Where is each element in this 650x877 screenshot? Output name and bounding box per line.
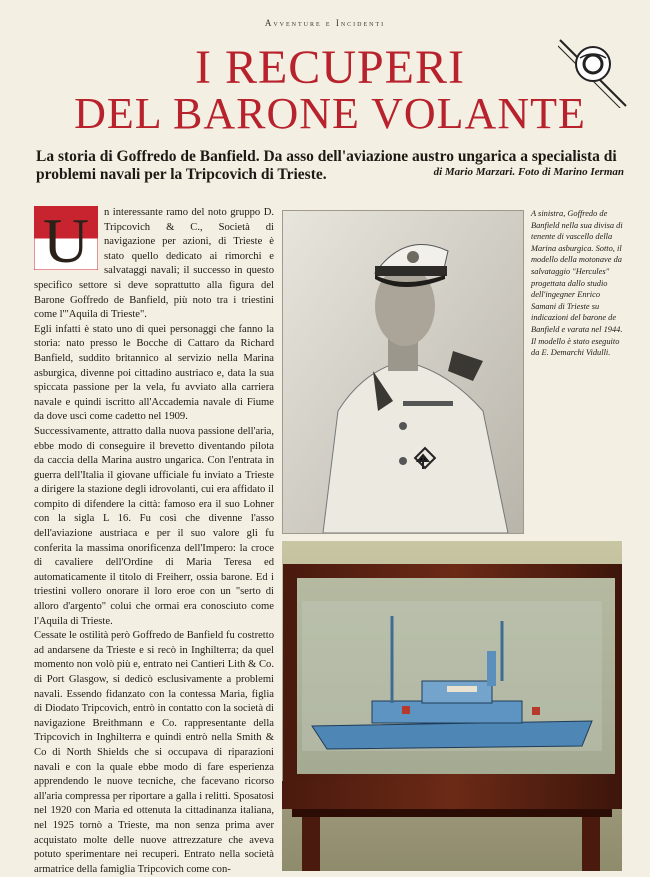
title-line-2: DEL BARONE VOLANTE xyxy=(74,89,586,138)
article-body xyxy=(34,206,274,877)
section-label: Avventure e Incidenti xyxy=(264,18,386,28)
svg-text:U: U xyxy=(42,206,90,270)
title-line-1: I RECUPERI xyxy=(194,41,465,94)
photo-caption: A sinistra, Goffredo de Banfield nella sua divisa di tenente di vascello della Marina asburgica. Sotto, il modello della motonave da salvataggio "Hercules" progettata dallo studio dell'ingegner Enrico Samani di Trieste su indicazioni del barone de Banfield e varata nel 1944. Il modello è stato eseguito da E. Demarchi Vidulli. xyxy=(531,209,623,358)
body-paragraph-4: Cessate le ostilità però Goffredo de Banfield fu costretto ad andarsene da Trieste e si recò in Inghilterra; da quel momento non volò più e, entrato nei Cantieri Lith & Co. di Port Glasgow, si dedicò esclusivamente a problemi navali. Essendo fidanzato con la contessa Maria, figlia di Diodato Tripcovich, entrò in contatto con la società di navigazione Breithmann e Co. rappresentante della Tripcovich in Inghilterra e quindi entrò nella Smith & Co di North Shields che si occupava di riparazioni navali e con la quale ebbe modo di fare esperienza apprendendo le nuove tecniche, che facevano ricorso all'aria compressa per riportare a galla i relitti. Sposatosi nel 1920 con Maria ed ottenuta la cittadinanza italiana, nel 1925 tornò a Trieste, ma non senza prima aver acquistato molte delle nuove attrezzature che aveva potuto sperimentare nei recuperi. Entrato nella società armatrice della famiglia Tripcovich come con- xyxy=(34,630,274,875)
portrait-photo xyxy=(282,210,524,534)
body-paragraph-2: Egli infatti è stato uno di quei personaggi che fanno la storia: nato presso le Bocche di Cattaro da Richard Banfield, suddito britannico al servizio nella Marina asburgica, divenne poi cittadino austriaco e, data la sua spiccata passione per la vela, fu avviato alla carriera navale e quindi iscritto all'Accademia navale di Fiume da dove uscì come cadetto nel 1909. xyxy=(34,323,274,423)
body-paragraph-1: n interessante ramo del noto gruppo D. Tripcovich & C., Società di navigazione per azioni, di Trieste è stato quello dedicato ai rimorchi e salvataggi navali; il successo in questo specifico settore si deve soprattutto alla figura del Barone Goffredo de Banfield, più noto tra i triestini come l'"Aquila di Trieste". xyxy=(34,207,274,321)
dropcap-u xyxy=(34,206,98,270)
article-subtitle: La storia di Goffredo de Banfield. Da asso dell'aviazione austro ungarica a specialista di problemi navali per la Tripcovich di Trieste. xyxy=(36,148,617,183)
lifebuoy-icon xyxy=(558,38,628,108)
body-paragraph-3: Successivamente, attratto dalla nuova passione dell'aria, ebbe modo di conseguire il brevetto diventando pilota da caccia della Marina austro ungarica. Con l'entrata in guerra dell'Italia il giovane ufficiale fu inviato a Trieste a dirigere la stazione degli idrovolanti, cui era affidato il compito di difendere la città: famoso era il suo Lohner con la sigla L 16. Fu così che divenne l'asso dell'aviazione austriaca e per il suo valore gli fu conferita la massima onorificenza dell'Impero: la croce di cavaliere dell'Ordine di Maria Teresa ed automaticamente il titolo di Freiherr, ossia barone. Ed i triestini vollero onorare il loro eroe con un "serto di alloro d'argento" colui che ormai era conosciuto come l'Aquila di Trieste. xyxy=(34,425,274,627)
ship-model-photo xyxy=(282,541,622,871)
byline: di Mario Marzari. Foto di Marino Ierman xyxy=(433,166,624,178)
